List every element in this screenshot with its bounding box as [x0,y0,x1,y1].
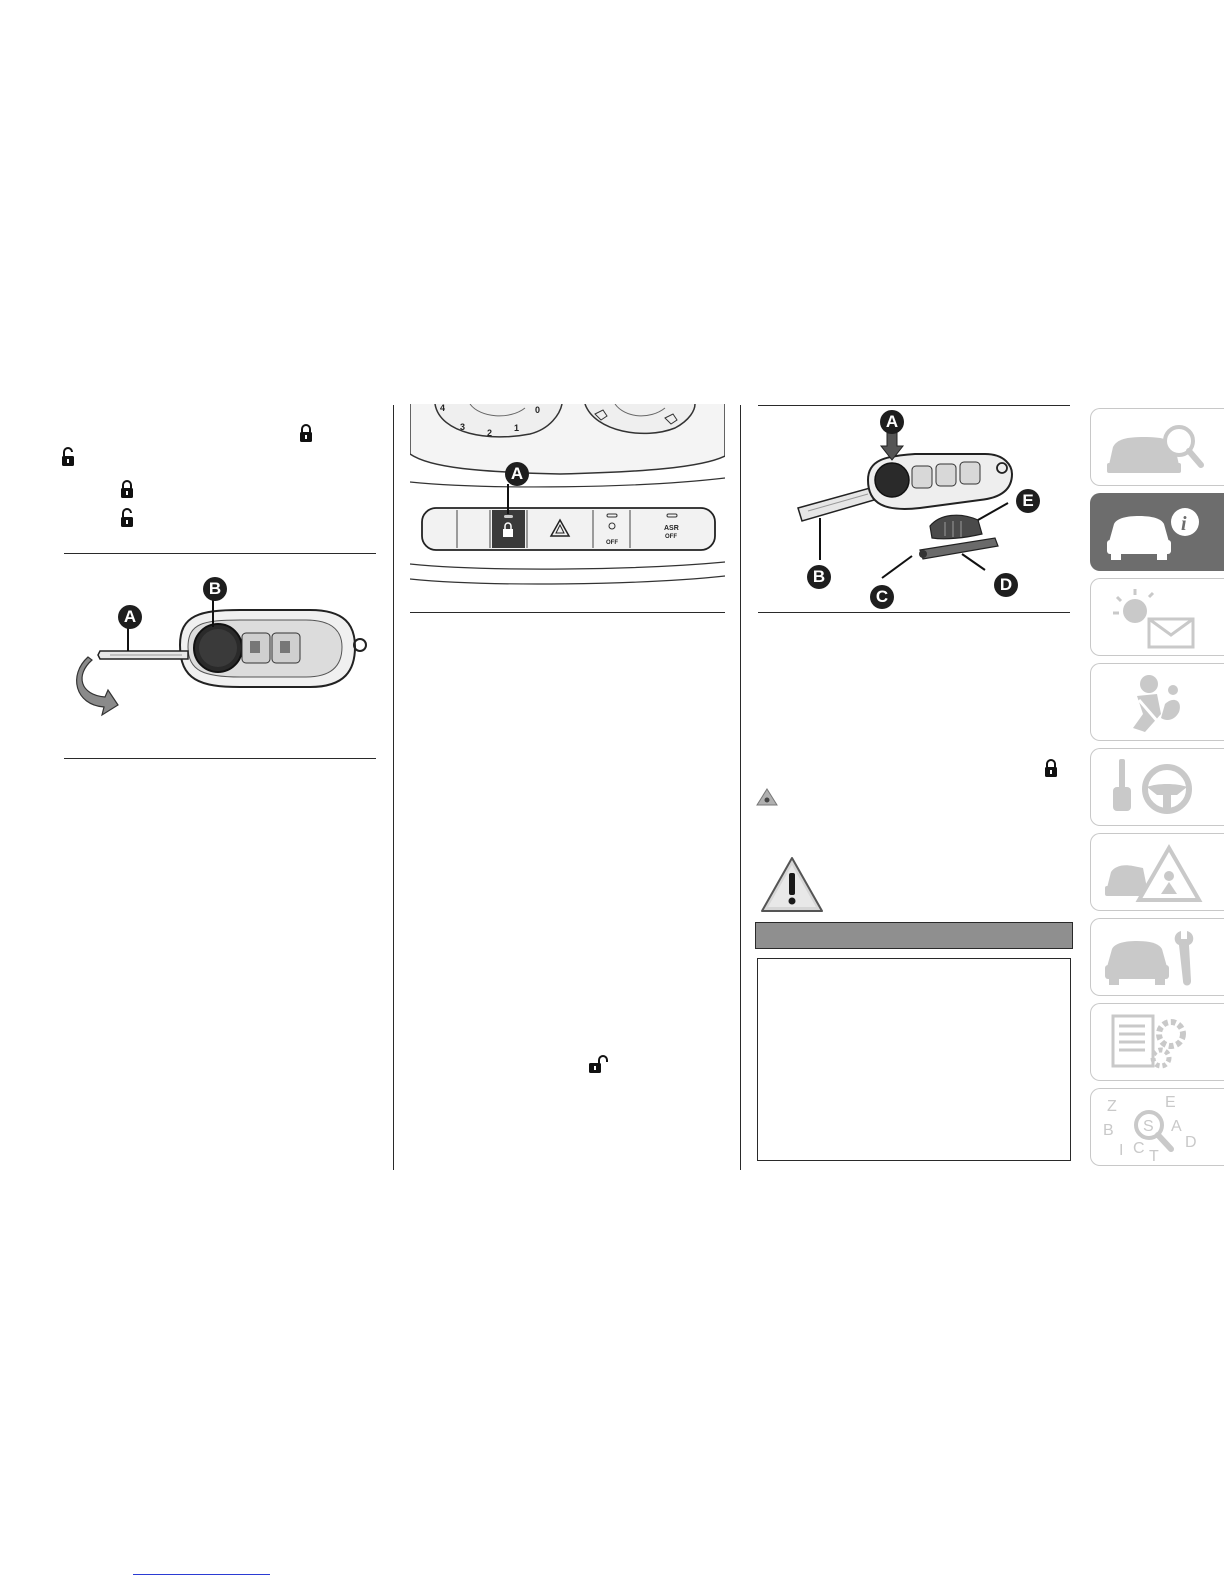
dashboard-lock-button-figure [410,404,725,609]
technical-data-icon [1099,1010,1209,1076]
dashboard-search-icon [1099,415,1209,481]
locked-padlock-icon [1044,759,1058,777]
servicing-maintenance-icon [1099,925,1209,991]
callout-label: A [880,410,904,434]
callout-label: D [994,573,1018,597]
svg-text:3: 3 [460,422,466,432]
callout-label: B [203,577,227,601]
car-info-icon [1099,500,1209,566]
callout-label: B [807,565,831,589]
locked-padlock-icon [120,480,134,498]
warning-icon [759,855,825,915]
footer-link-underline[interactable] [133,1574,270,1575]
svg-text:C: C [1133,1140,1145,1157]
sidebar-tab-getting-to-know[interactable] [1090,493,1224,571]
svg-text:S: S [1143,1118,1154,1135]
sidebar-tab-warnings[interactable] [1090,578,1224,656]
figure-bottom-rule [758,612,1070,613]
warning-header-band [755,922,1073,949]
callout-label: E [1016,489,1040,513]
sidebar-tab-starting-driving[interactable] [1090,748,1224,826]
unlocked-padlock-icon [588,1055,608,1074]
svg-text:i: i [1181,513,1187,535]
sidebar-tab-safety[interactable] [1090,663,1224,741]
callout-label: A [118,605,142,629]
svg-text:I: I [1119,1142,1124,1159]
svg-text:A: A [1171,1118,1182,1135]
button-label: OFF [665,534,677,540]
unlocked-padlock-icon [61,447,75,466]
figure-bottom-rule [64,758,376,759]
callout-label: C [870,585,894,609]
svg-text:4: 4 [440,404,446,413]
sidebar-tab-maintenance[interactable] [1090,918,1224,996]
safety-airbag-icon [1099,670,1209,736]
svg-text:D: D [1185,1134,1197,1151]
locked-padlock-icon [299,424,313,442]
starting-driving-icon [1099,755,1209,821]
warning-lights-messages-icon [1099,585,1209,651]
sidebar-tab-dashboard[interactable] [1090,408,1224,486]
svg-text:T: T [1149,1148,1159,1161]
svg-text:2: 2 [487,428,493,438]
warning-box [757,958,1071,1161]
figure-top-rule [758,405,1070,406]
sidebar-tab-index[interactable] [1090,1088,1224,1166]
index-icon [1099,1095,1209,1161]
sidebar-tab-emergency[interactable] [1090,833,1224,911]
svg-text:B: B [1103,1122,1114,1139]
figure-top-rule [64,553,376,554]
svg-text:E: E [1165,1095,1176,1111]
sidebar-tab-technical-data[interactable] [1090,1003,1224,1081]
unlocked-padlock-icon [120,508,134,527]
svg-text:1: 1 [514,423,520,433]
svg-text:Z: Z [1107,1098,1117,1115]
column-divider [740,405,741,1170]
figure-bottom-rule [410,612,725,613]
column-divider [393,405,394,1170]
small-warning-triangle-icon [756,788,778,806]
svg-text:0: 0 [535,405,541,415]
button-label: ASR [664,525,679,532]
emergency-icon [1099,840,1209,906]
button-label: OFF [606,540,618,546]
callout-label: A [505,462,529,486]
